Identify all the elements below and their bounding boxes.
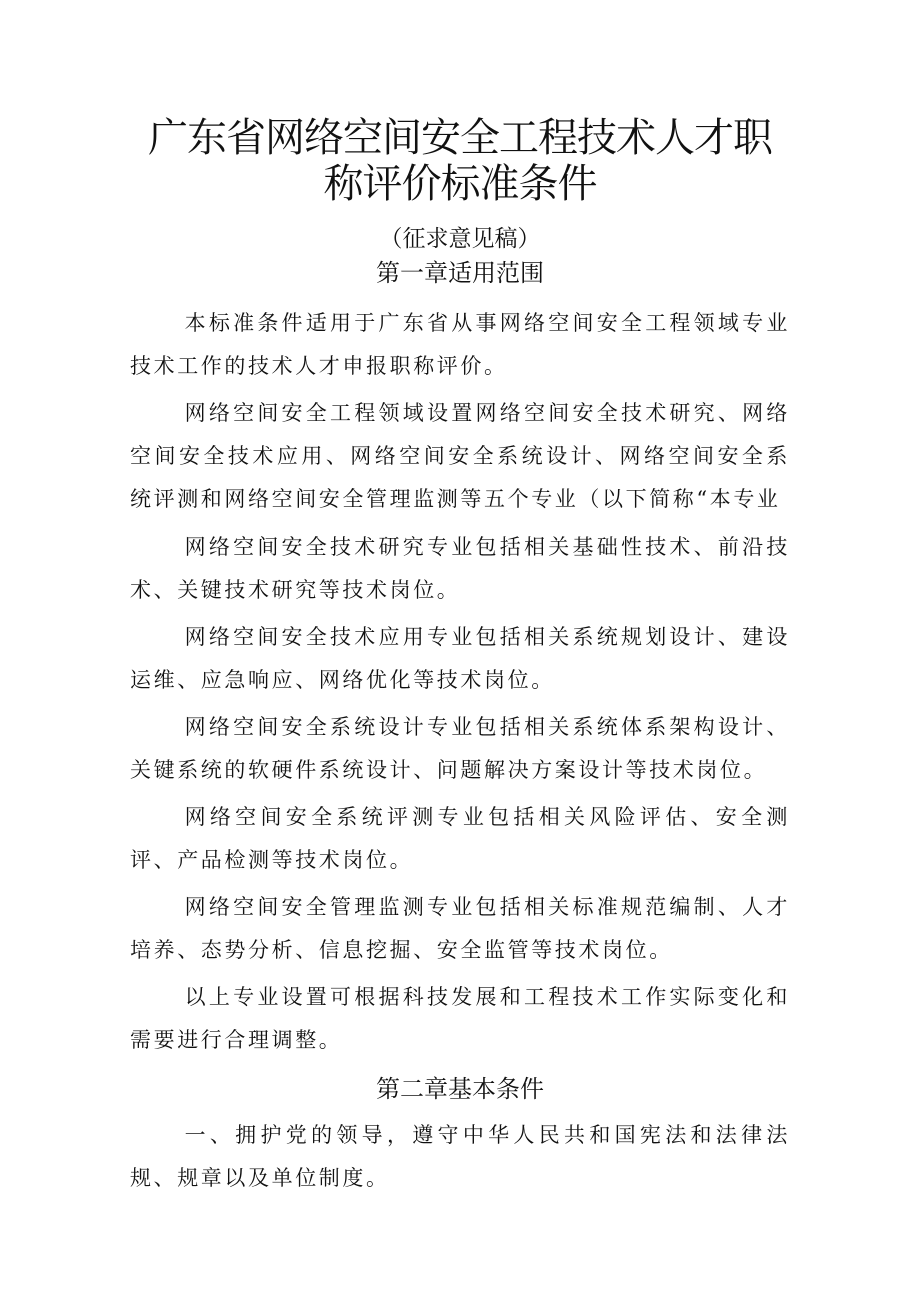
paragraph: 以上专业设置可根据科技发展和工程技术工作实际变化和需要进行合理调整。 — [130, 985, 790, 1052]
paragraph: 本标准条件适用于广东省从事网络空间安全工程领域专业技术工作的技术人才申报职称评价。 — [130, 311, 790, 378]
paragraph: 网络空间安全系统评测专业包括相关风险评估、安全测评、产品检测等技术岗位。 — [130, 805, 790, 872]
document-subtitle: （征求意见稿） — [379, 226, 541, 252]
paragraph: 网络空间安全技术应用专业包括相关系统规划设计、建设运维、应急响应、网络优化等技术岗位。 — [130, 625, 790, 692]
chapter-heading: 第二章基本条件 — [376, 1075, 544, 1103]
chapter-heading: 第一章适用范围 — [376, 259, 544, 287]
paragraph: 网络空间安全技术研究专业包括相关基础性技术、前沿技术、关键技术研究等技术岗位。 — [130, 535, 790, 602]
paragraph: 网络空间安全管理监测专业包括相关标准规范编制、人才培养、态势分析、信息挖掘、安全监管等技术岗位。 — [130, 895, 790, 962]
paragraph: 网络空间安全系统设计专业包括相关系统体系架构设计、关键系统的软硬件系统设计、问题解决方案设计等技术岗位。 — [130, 715, 790, 782]
paragraph: 一、拥护党的领导，遵守中华人民共和国宪法和法律法规、规章以及单位制度。 — [130, 1123, 790, 1190]
document-title: 广东省网络空间安全工程技术人才职称评价标准条件 — [148, 115, 772, 207]
paragraph: 网络空间安全工程领域设置网络空间安全技术研究、网络空间安全技术应用、网络空间安全系统设计、网络空间安全系统评测和网络空间安全管理监测等五个专业（以下简称“本专业 — [130, 401, 790, 511]
